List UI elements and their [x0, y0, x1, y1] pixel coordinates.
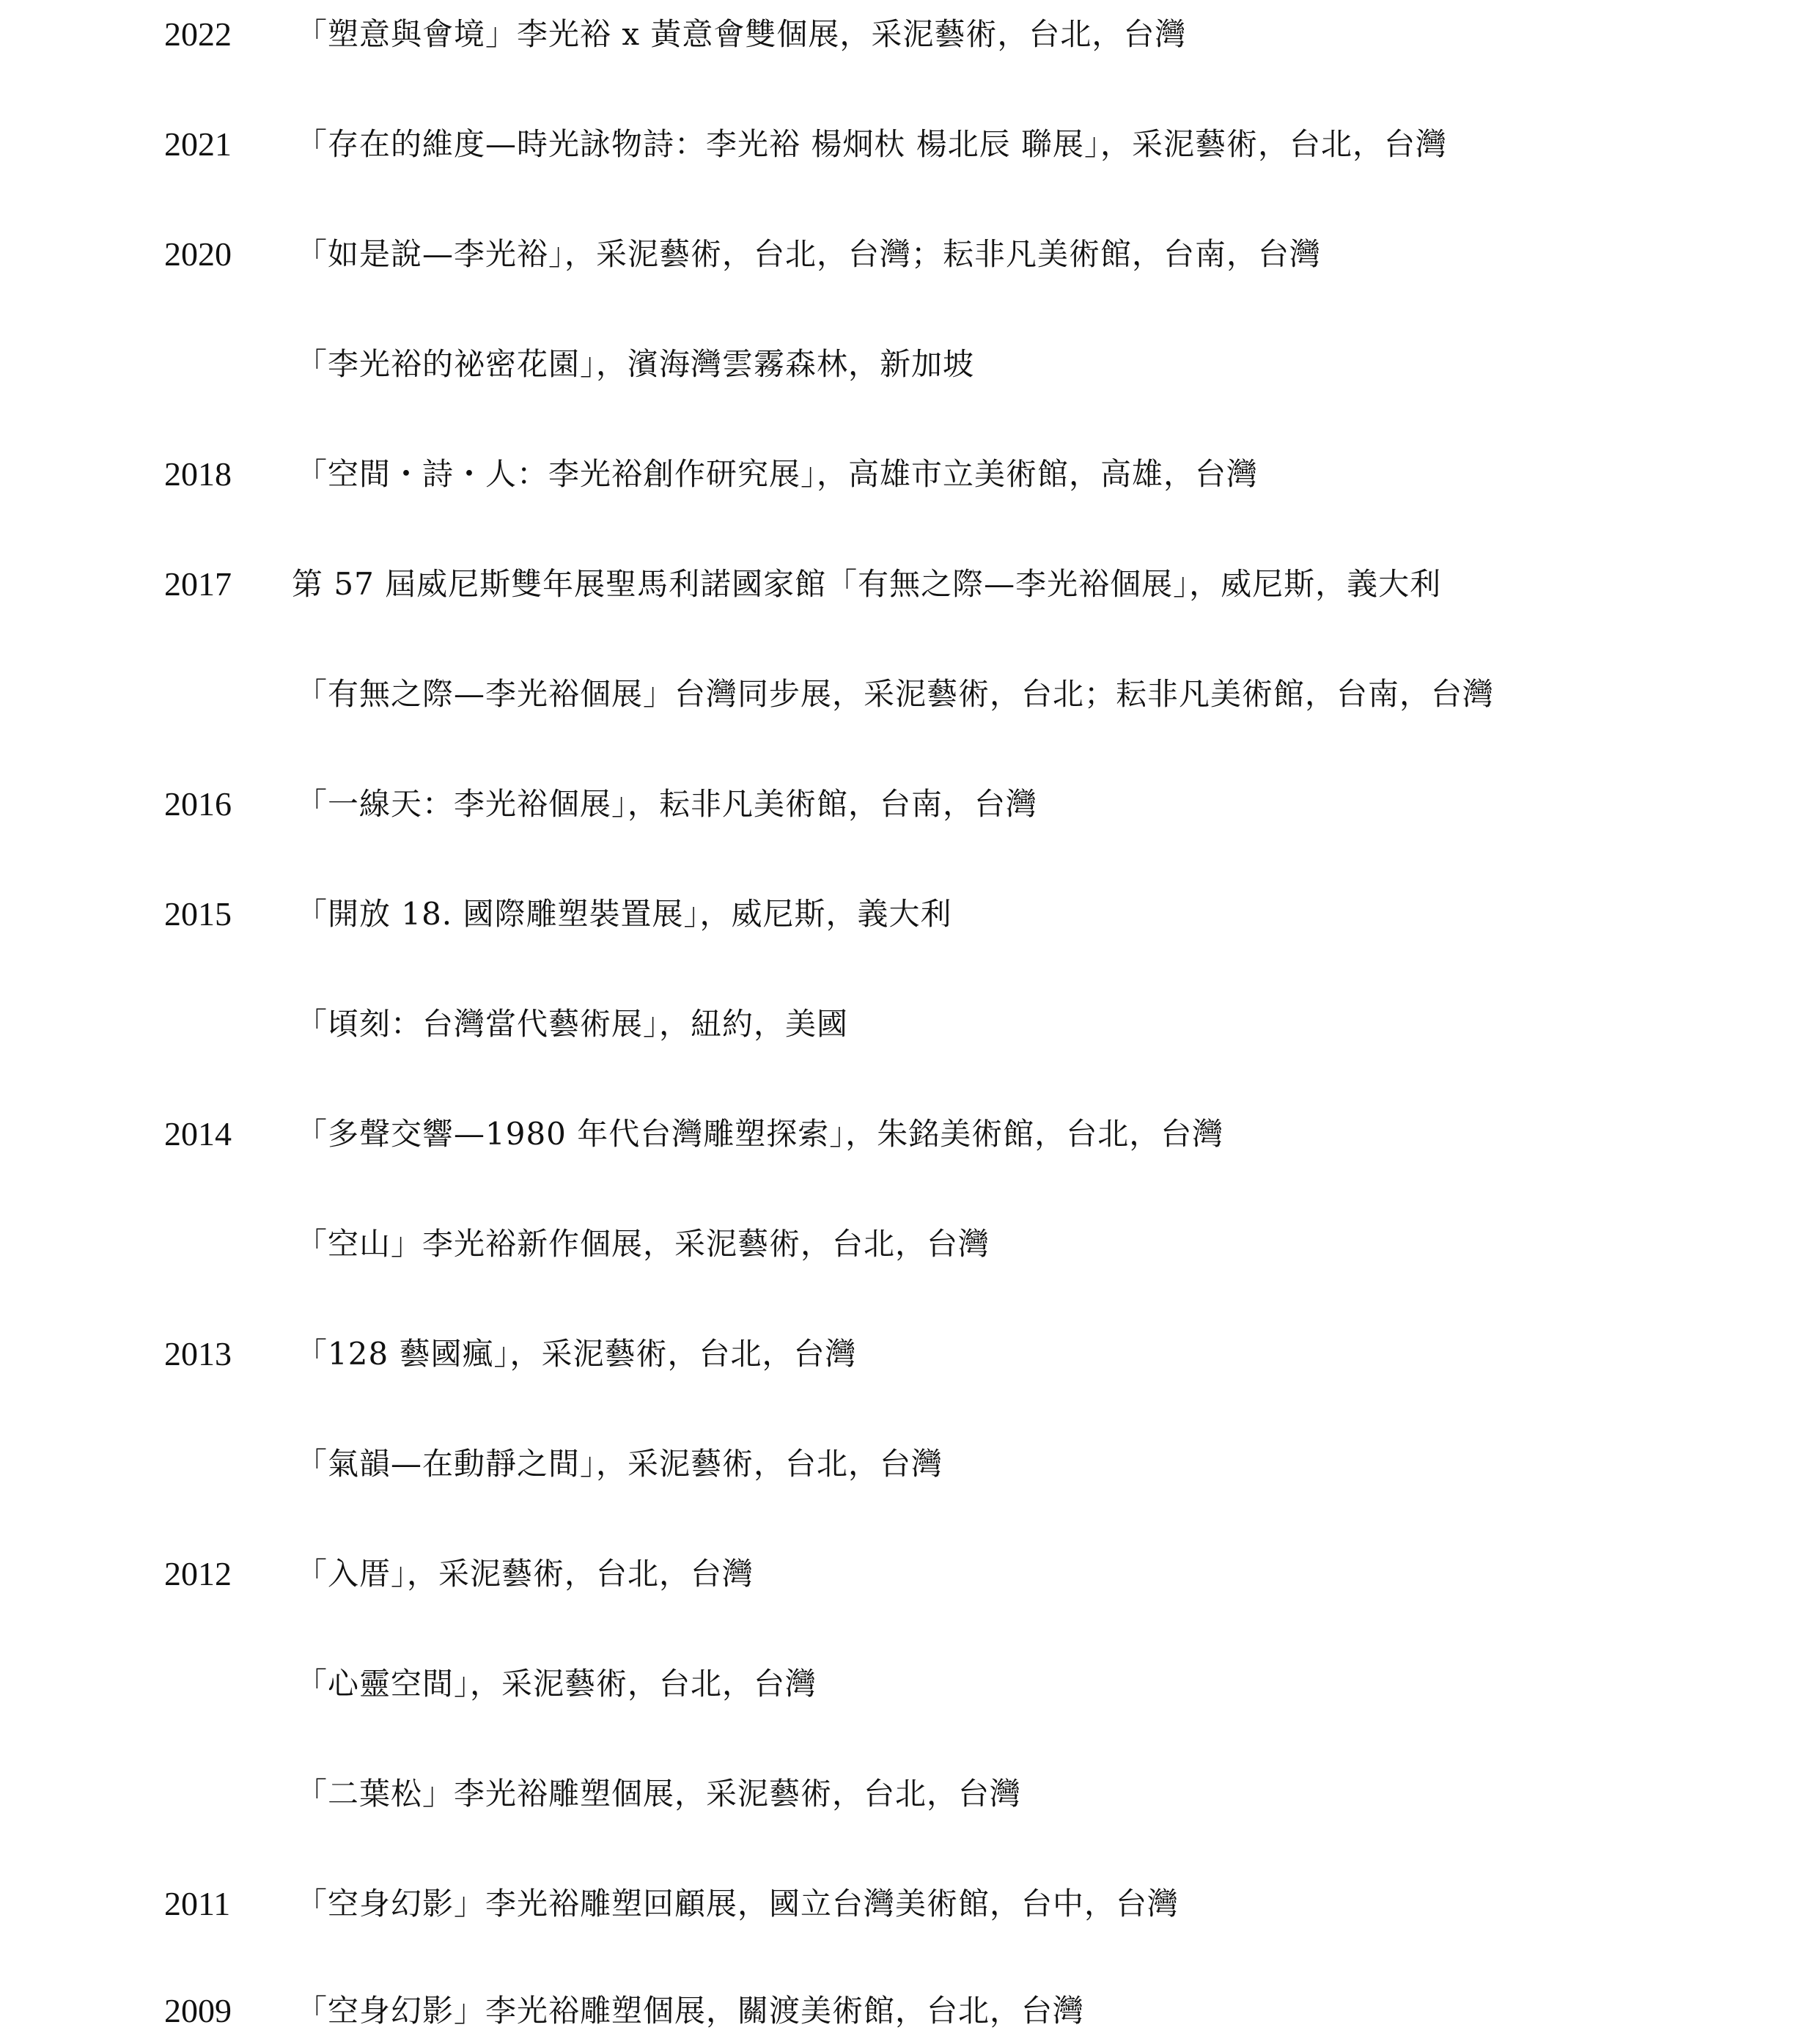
entry-year: 2015 — [164, 895, 232, 933]
entry-text: 「存在的維度—時光詠物詩：李光裕 楊炯杕 楊北辰 聯展」，采泥藝術，台北，台灣 — [296, 126, 1448, 162]
entry-text: 「如是說—李光裕」，采泥藝術，台北，台灣；耘非凡美術館，台南，台灣 — [296, 236, 1322, 272]
cv-entry-row — [0, 1101, 1818, 1167]
entry-year: 2021 — [164, 125, 232, 163]
entry-year: 2016 — [164, 785, 232, 823]
entry-text: 「李光裕的祕密花園」，濱海灣雲霧森林，新加坡 — [296, 346, 975, 382]
cv-entry-row — [0, 331, 1818, 397]
entry-text: 「128 藝國瘋」，采泥藝術，台北，台灣 — [296, 1336, 857, 1372]
cv-entry-row — [0, 1541, 1818, 1607]
entry-year: 2014 — [164, 1115, 232, 1152]
cv-entry-row — [0, 1321, 1818, 1387]
cv-entry-row — [0, 1651, 1818, 1717]
entry-year: 2018 — [164, 455, 232, 493]
entry-text: 「頃刻：台灣當代藝術展」，紐約，美國 — [296, 1006, 849, 1042]
entry-text: 「空間・詩・人：李光裕創作研究展」，高雄市立美術館，高雄，台灣 — [296, 456, 1259, 492]
entry-year: 2022 — [164, 15, 232, 53]
cv-entry-row — [0, 991, 1818, 1057]
entry-text: 「塑意與會境」李光裕 x 黃意會雙個展，采泥藝術，台北，台灣 — [296, 16, 1187, 52]
entry-text: 「開放 18. 國際雕塑裝置展」，威尼斯，義大利 — [296, 896, 952, 932]
cv-entry-row — [0, 771, 1818, 837]
cv-entry-row — [0, 441, 1818, 507]
cv-entry-row — [0, 111, 1818, 177]
entry-text: 「空山」李光裕新作個展，采泥藝術，台北，台灣 — [296, 1226, 990, 1262]
cv-entry-row — [0, 1871, 1818, 1937]
cv-entry-row — [0, 1211, 1818, 1277]
entry-text: 「空身幻影」李光裕雕塑回顧展，國立台灣美術館，台中，台灣 — [296, 1886, 1180, 1922]
entry-year: 2020 — [164, 235, 232, 273]
entry-text: 「有無之際—李光裕個展」台灣同步展，采泥藝術，台北；耘非凡美術館，台南，台灣 — [296, 676, 1495, 712]
cv-entry-row — [0, 1431, 1818, 1497]
entry-text: 「心靈空間」，采泥藝術，台北，台灣 — [296, 1666, 817, 1702]
entry-year: 2011 — [164, 1885, 231, 1922]
entry-year: 2013 — [164, 1335, 232, 1372]
entry-text: 第 57 屆威尼斯雙年展聖馬利諾國家館「有無之際—李光裕個展」，威尼斯，義大利 — [292, 566, 1442, 602]
cv-entry-row — [0, 881, 1818, 947]
cv-entry-row — [0, 661, 1818, 727]
entry-text: 「一線天：李光裕個展」，耘非凡美術館，台南，台灣 — [296, 786, 1038, 822]
cv-entry-row — [0, 1, 1818, 67]
entry-text: 「入厝」，采泥藝術，台北，台灣 — [296, 1556, 754, 1592]
entry-year: 2017 — [164, 565, 232, 603]
entry-text: 「二葉松」李光裕雕塑個展，采泥藝術，台北，台灣 — [296, 1776, 1022, 1812]
entry-year: 2012 — [164, 1555, 232, 1592]
entry-text: 「空身幻影」李光裕雕塑個展，關渡美術館，台北，台灣 — [296, 1993, 1085, 2029]
entry-year: 2009 — [164, 1992, 232, 2029]
entry-text: 「氣韻—在動靜之間」，采泥藝術，台北，台灣 — [296, 1446, 943, 1482]
entry-text: 「多聲交響—1980 年代台灣雕塑探索」，朱銘美術館，台北，台灣 — [296, 1116, 1224, 1152]
cv-entry-row — [0, 1978, 1818, 2044]
cv-entry-row — [0, 551, 1818, 617]
cv-entry-row — [0, 221, 1818, 287]
cv-entry-row — [0, 1761, 1818, 1827]
